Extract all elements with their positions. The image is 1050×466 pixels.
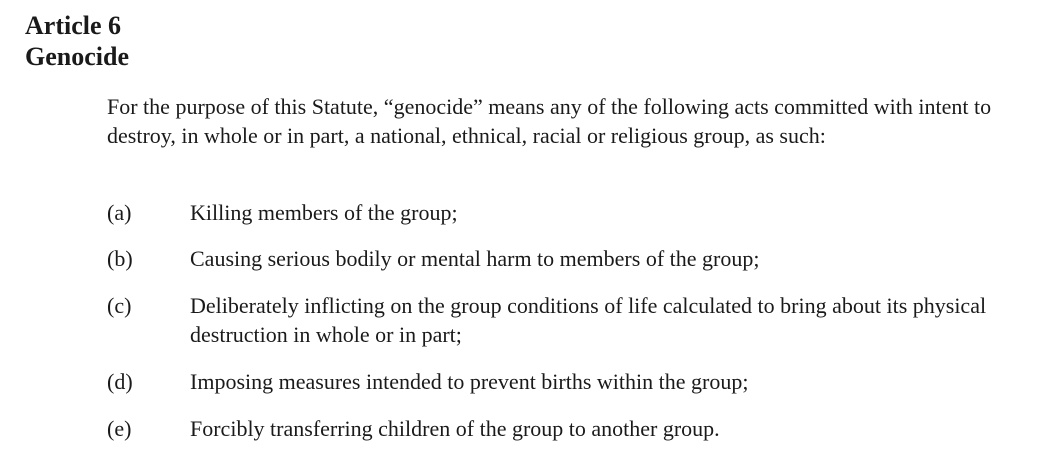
article-title: Genocide (25, 42, 129, 71)
article-heading (25, 10, 129, 72)
article-number: Article 6 (25, 11, 122, 40)
item-marker: (a) (107, 200, 132, 225)
item-text: Forcibly transferring children of the group to another group. (190, 416, 720, 441)
item-marker: (d) (107, 369, 133, 394)
item-text: Imposing measures intended to prevent births within the group; (190, 369, 749, 394)
item-marker: (e) (107, 416, 132, 441)
item-text: Causing serious bodily or mental harm to members of the group; (190, 246, 760, 271)
item-marker: (b) (107, 246, 133, 271)
item-marker: (c) (107, 293, 132, 318)
item-text: Deliberately inflicting on the group conditions of life calculated to bring about its physical destruction in whole or in part; (190, 293, 987, 347)
item-text: Killing members of the group; (190, 200, 458, 225)
intro-paragraph: For the purpose of this Statute, “genocide” means any of the following acts committed with intent to destroy, in whole or in part, a national, ethnical, racial or religious group, as such: (107, 94, 992, 148)
